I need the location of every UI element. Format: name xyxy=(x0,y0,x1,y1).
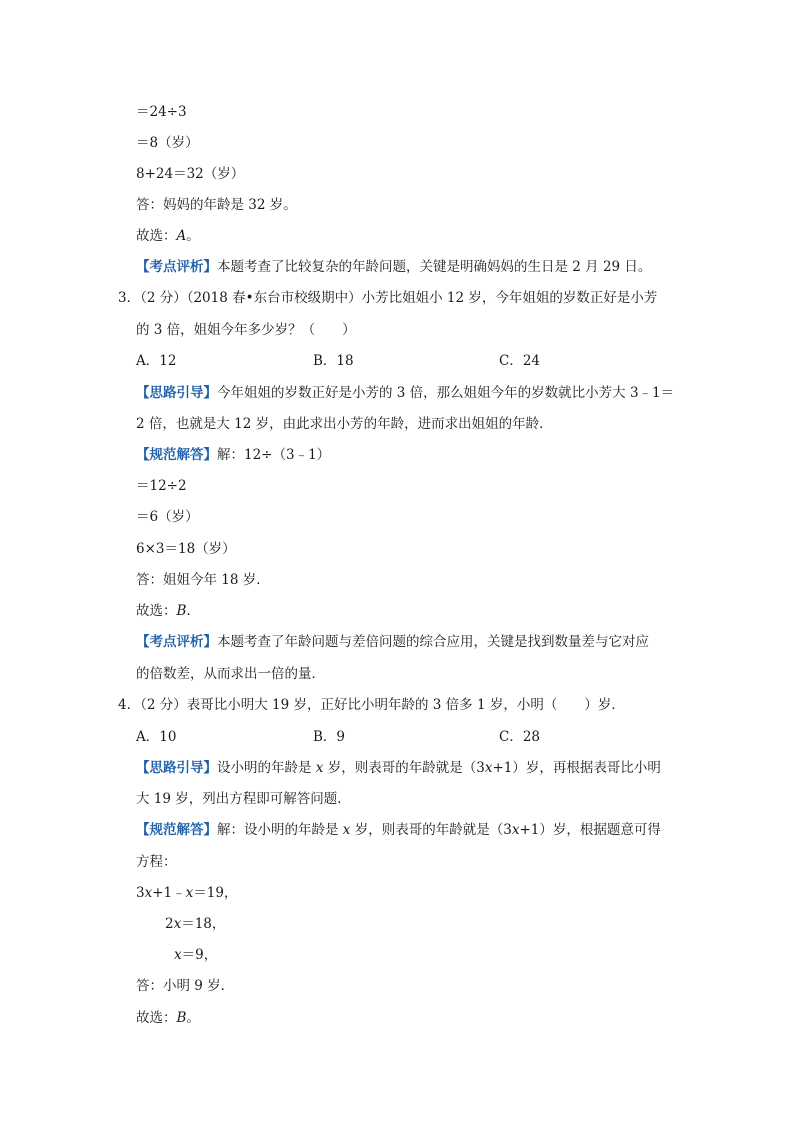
question-text: 4．（2 分）表哥比小明大 19 岁，正好比小明年龄的 3 倍多 1 岁，小明（ ）岁． xyxy=(118,697,625,713)
question-text: 3．（2 分）（2018 春•东台市校级期中）小芳比姐姐小 12 岁，今年姐姐的岁数正好是小芳 xyxy=(118,290,658,306)
option-c: C．28 xyxy=(499,729,541,745)
question-text: 的 3 倍，姐姐今年多少岁？（ ） xyxy=(136,322,356,338)
guifan-tag: 【规范解答】 xyxy=(136,822,217,838)
guifan-tag: 【规范解答】 xyxy=(136,447,217,463)
answer-line: 答：妈妈的年龄是 32 岁。 xyxy=(136,197,297,213)
option-a: A．12 xyxy=(136,353,177,369)
choice-line: 故选：B。 xyxy=(136,1010,200,1026)
equation-line: 2x＝18， xyxy=(165,916,226,932)
option-b: B．18 xyxy=(313,353,354,369)
step-line: ＝6（岁） xyxy=(136,509,199,525)
choice-line: 故选：A。 xyxy=(136,228,200,244)
answer-line: 答：小明 9 岁． xyxy=(136,978,235,994)
guifan-line: 方程： xyxy=(136,854,177,870)
option-b: B．9 xyxy=(313,729,346,745)
guifan-line: 【规范解答】解：设小明的年龄是 x 岁，则表哥的年龄就是（3x+1）岁，根据题意可得 xyxy=(136,822,661,838)
step-line: ＝24÷3 xyxy=(136,104,187,120)
step-line: ＝12÷2 xyxy=(136,478,187,494)
silu-line: 【思路引导】今年姐姐的岁数正好是小芳的 3 倍，那么姐姐今年的岁数就比小芳大 3﹣1＝ xyxy=(136,385,675,401)
option-c: C．24 xyxy=(499,353,541,369)
choice-line: 故选：B. xyxy=(136,603,191,619)
option-a: A．10 xyxy=(136,729,177,745)
step-line: ＝8（岁） xyxy=(136,135,199,151)
silu-tag: 【思路引导】 xyxy=(136,385,217,401)
equation-line: 3x+1﹣x＝19， xyxy=(136,885,238,901)
equation-line: x＝9， xyxy=(174,947,218,963)
silu-line: 2 倍，也就是大 12 岁，由此求出小芳的年龄，进而求出姐姐的年龄． xyxy=(136,416,553,432)
step-line: 8+24＝32（岁） xyxy=(136,166,245,182)
kaodian-line: 【考点评析】本题考查了比较复杂的年龄问题，关键是明确妈妈的生日是 2 月 29 日。 xyxy=(136,259,652,275)
silu-line: 【思路引导】设小明的年龄是 x 岁，则表哥的年龄就是（3x+1）岁，再根据表哥比小明 xyxy=(136,760,661,776)
kaodian-tag: 【考点评析】 xyxy=(136,634,217,650)
guifan-line: 【规范解答】解：12÷（3﹣1） xyxy=(136,447,331,463)
kaodian-line: 【考点评析】本题考查了年龄问题与差倍问题的综合应用，关键是找到数量差与它对应 xyxy=(136,634,649,650)
answer-line: 答：姐姐今年 18 岁． xyxy=(136,572,270,588)
silu-line: 大 19 岁，列出方程即可解答问题． xyxy=(136,791,351,807)
silu-tag: 【思路引导】 xyxy=(136,760,217,776)
kaodian-line: 的倍数差，从而求出一倍的量． xyxy=(136,666,325,682)
step-line: 6×3＝18（岁） xyxy=(136,541,236,557)
kaodian-tag: 【考点评析】 xyxy=(136,259,217,275)
